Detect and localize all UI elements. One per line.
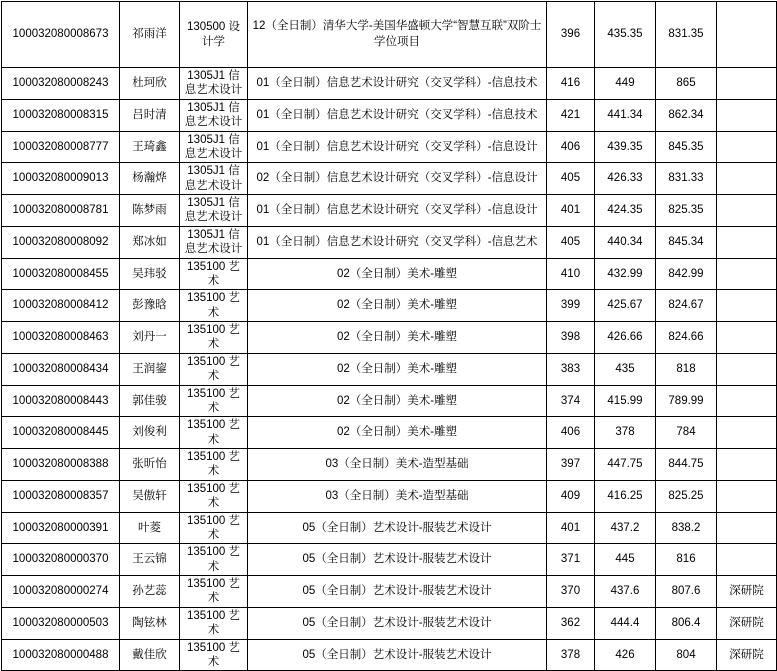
cell-initial-score: 401	[547, 195, 595, 227]
cell-student-name: 陈梦雨	[120, 195, 180, 227]
cell-initial-score: 406	[547, 417, 595, 449]
cell-major-code: 130500 设计学	[180, 2, 248, 68]
cell-initial-score: 421	[547, 99, 595, 131]
cell-retest-score: 437.6	[595, 576, 656, 608]
cell-major-code: 135100 艺术	[180, 258, 248, 290]
table-body	[2, 2, 777, 671]
cell-retest-score: 426.66	[595, 322, 656, 354]
table-row	[2, 449, 777, 481]
cell-total-score: 824.67	[656, 290, 717, 322]
cell-student-name: 郑冰如	[120, 226, 180, 258]
cell-student-name: 王润鋆	[120, 353, 180, 385]
cell-student-id: 100032080008412	[2, 290, 120, 322]
cell-major-code: 1305J1 信息艺术设计	[180, 226, 248, 258]
cell-note: 深研院	[717, 607, 777, 639]
cell-note	[717, 99, 777, 131]
cell-retest-score: 425.67	[595, 290, 656, 322]
cell-student-name: 吕时清	[120, 99, 180, 131]
cell-major-code: 1305J1 信息艺术设计	[180, 99, 248, 131]
cell-admitted-direction: 01（全日制）信息艺术设计研究（交叉学科）-信息技术	[248, 68, 547, 100]
cell-note	[717, 163, 777, 195]
cell-admitted-direction: 02（全日制）信息艺术设计研究（交叉学科）-信息设计	[248, 163, 547, 195]
cell-total-score: 862.34	[656, 99, 717, 131]
cell-retest-score: 435	[595, 353, 656, 385]
cell-major-code: 135100 艺术	[180, 290, 248, 322]
cell-initial-score: 416	[547, 68, 595, 100]
cell-admitted-direction: 12（全日制）清华大学-美国华盛顿大学“智慧互联”双阶士学位项目	[248, 2, 547, 68]
cell-initial-score: 401	[547, 512, 595, 544]
cell-student-id: 100032080000274	[2, 576, 120, 608]
cell-retest-score: 378	[595, 417, 656, 449]
cell-initial-score: 374	[547, 385, 595, 417]
cell-major-code: 135100 艺术	[180, 322, 248, 354]
cell-note	[717, 385, 777, 417]
cell-note	[717, 68, 777, 100]
cell-student-name: 祁雨洋	[120, 2, 180, 68]
table-row	[2, 290, 777, 322]
table-row	[2, 322, 777, 354]
cell-student-id: 100032080008357	[2, 480, 120, 512]
cell-retest-score: 426	[595, 639, 656, 671]
cell-total-score: 845.35	[656, 131, 717, 163]
cell-admitted-direction: 02（全日制）美术-雕塑	[248, 385, 547, 417]
cell-student-name: 戴佳欣	[120, 639, 180, 671]
cell-admitted-direction: 05（全日制）艺术设计-服装艺术设计	[248, 576, 547, 608]
cell-total-score: 818	[656, 353, 717, 385]
cell-student-id: 100032080008092	[2, 226, 120, 258]
table-row	[2, 226, 777, 258]
cell-student-name: 杨瀚烨	[120, 163, 180, 195]
cell-total-score: 825.35	[656, 195, 717, 227]
cell-note	[717, 195, 777, 227]
cell-admitted-direction: 02（全日制）美术-雕塑	[248, 353, 547, 385]
cell-retest-score: 416.25	[595, 480, 656, 512]
cell-admitted-direction: 05（全日制）艺术设计-服装艺术设计	[248, 607, 547, 639]
cell-student-id: 100032080008243	[2, 68, 120, 100]
cell-note	[717, 512, 777, 544]
cell-note	[717, 258, 777, 290]
cell-initial-score: 399	[547, 290, 595, 322]
cell-initial-score: 396	[547, 2, 595, 68]
cell-student-id: 100032080008673	[2, 2, 120, 68]
cell-major-code: 135100 艺术	[180, 576, 248, 608]
cell-initial-score: 371	[547, 544, 595, 576]
cell-total-score: 842.99	[656, 258, 717, 290]
cell-major-code: 135100 艺术	[180, 417, 248, 449]
cell-total-score: 831.35	[656, 2, 717, 68]
cell-student-name: 王琦鑫	[120, 131, 180, 163]
cell-major-code: 135100 艺术	[180, 639, 248, 671]
cell-admitted-direction: 03（全日制）美术-造型基础	[248, 480, 547, 512]
cell-student-id: 100032080008455	[2, 258, 120, 290]
cell-admitted-direction: 01（全日制）信息艺术设计研究（交叉学科）-信息设计	[248, 131, 547, 163]
cell-major-code: 1305J1 信息艺术设计	[180, 163, 248, 195]
results-table-sheet	[0, 1, 777, 668]
cell-student-id: 100032080008388	[2, 449, 120, 481]
cell-student-name: 彭豫晗	[120, 290, 180, 322]
cell-note	[717, 480, 777, 512]
cell-student-id: 100032080000503	[2, 607, 120, 639]
cell-student-name: 吴傲轩	[120, 480, 180, 512]
cell-total-score: 806.4	[656, 607, 717, 639]
cell-student-id: 100032080008777	[2, 131, 120, 163]
cell-retest-score: 426.33	[595, 163, 656, 195]
cell-admitted-direction: 05（全日制）艺术设计-服装艺术设计	[248, 639, 547, 671]
cell-retest-score: 440.34	[595, 226, 656, 258]
cell-student-name: 孙艺蕊	[120, 576, 180, 608]
table-row	[2, 544, 777, 576]
cell-retest-score: 447.75	[595, 449, 656, 481]
cell-student-id: 100032080000488	[2, 639, 120, 671]
cell-total-score: 816	[656, 544, 717, 576]
cell-student-name: 刘俊利	[120, 417, 180, 449]
cell-student-name: 刘丹一	[120, 322, 180, 354]
cell-note	[717, 322, 777, 354]
cell-note	[717, 417, 777, 449]
cell-total-score: 845.34	[656, 226, 717, 258]
cell-student-id: 100032080008434	[2, 353, 120, 385]
cell-major-code: 135100 艺术	[180, 480, 248, 512]
table-row	[2, 607, 777, 639]
cell-admitted-direction: 01（全日制）信息艺术设计研究（交叉学科）-信息艺术	[248, 226, 547, 258]
cell-major-code: 135100 艺术	[180, 607, 248, 639]
cell-total-score: 784	[656, 417, 717, 449]
cell-major-code: 1305J1 信息艺术设计	[180, 68, 248, 100]
table-row	[2, 258, 777, 290]
table-row	[2, 417, 777, 449]
table-row	[2, 99, 777, 131]
cell-initial-score: 410	[547, 258, 595, 290]
table-row	[2, 512, 777, 544]
cell-retest-score: 444.4	[595, 607, 656, 639]
cell-retest-score: 415.99	[595, 385, 656, 417]
cell-note	[717, 290, 777, 322]
cell-student-id: 100032080008463	[2, 322, 120, 354]
cell-total-score: 825.25	[656, 480, 717, 512]
cell-admitted-direction: 02（全日制）美术-雕塑	[248, 322, 547, 354]
cell-major-code: 1305J1 信息艺术设计	[180, 195, 248, 227]
cell-admitted-direction: 01（全日制）信息艺术设计研究（交叉学科）-信息技术	[248, 99, 547, 131]
table-row	[2, 576, 777, 608]
cell-retest-score: 435.35	[595, 2, 656, 68]
cell-retest-score: 449	[595, 68, 656, 100]
admission-results-table	[1, 1, 777, 671]
cell-major-code: 135100 艺术	[180, 512, 248, 544]
cell-note	[717, 449, 777, 481]
cell-retest-score: 437.2	[595, 512, 656, 544]
cell-student-name: 张昕怡	[120, 449, 180, 481]
cell-major-code: 135100 艺术	[180, 449, 248, 481]
cell-major-code: 135100 艺术	[180, 544, 248, 576]
cell-admitted-direction: 01（全日制）信息艺术设计研究（交叉学科）-信息设计	[248, 195, 547, 227]
cell-initial-score: 397	[547, 449, 595, 481]
cell-note	[717, 226, 777, 258]
cell-initial-score: 405	[547, 226, 595, 258]
table-row	[2, 639, 777, 671]
cell-note	[717, 131, 777, 163]
cell-retest-score: 441.34	[595, 99, 656, 131]
cell-total-score: 804	[656, 639, 717, 671]
table-row	[2, 163, 777, 195]
cell-total-score: 824.66	[656, 322, 717, 354]
cell-admitted-direction: 02（全日制）美术-雕塑	[248, 258, 547, 290]
cell-initial-score: 398	[547, 322, 595, 354]
cell-admitted-direction: 02（全日制）美术-雕塑	[248, 417, 547, 449]
cell-total-score: 838.2	[656, 512, 717, 544]
cell-admitted-direction: 05（全日制）艺术设计-服装艺术设计	[248, 544, 547, 576]
table-row	[2, 385, 777, 417]
cell-major-code: 135100 艺术	[180, 353, 248, 385]
cell-student-id: 100032080008781	[2, 195, 120, 227]
cell-note: 深研院	[717, 576, 777, 608]
cell-student-id: 100032080000391	[2, 512, 120, 544]
cell-student-name: 王云锦	[120, 544, 180, 576]
cell-initial-score: 378	[547, 639, 595, 671]
cell-student-name: 郭佳骏	[120, 385, 180, 417]
cell-student-name: 陶铉林	[120, 607, 180, 639]
cell-total-score: 865	[656, 68, 717, 100]
cell-note: 深研院	[717, 639, 777, 671]
cell-initial-score: 409	[547, 480, 595, 512]
cell-retest-score: 432.99	[595, 258, 656, 290]
table-row	[2, 195, 777, 227]
cell-admitted-direction: 03（全日制）美术-造型基础	[248, 449, 547, 481]
cell-initial-score: 406	[547, 131, 595, 163]
cell-student-id: 100032080008443	[2, 385, 120, 417]
cell-admitted-direction: 02（全日制）美术-雕塑	[248, 290, 547, 322]
cell-total-score: 789.99	[656, 385, 717, 417]
cell-student-id: 100032080008315	[2, 99, 120, 131]
table-row	[2, 480, 777, 512]
cell-admitted-direction: 05（全日制）艺术设计-服装艺术设计	[248, 512, 547, 544]
cell-initial-score: 370	[547, 576, 595, 608]
cell-student-id: 100032080008445	[2, 417, 120, 449]
cell-initial-score: 405	[547, 163, 595, 195]
cell-retest-score: 439.35	[595, 131, 656, 163]
table-row	[2, 353, 777, 385]
cell-student-id: 100032080009013	[2, 163, 120, 195]
cell-student-id: 100032080000370	[2, 544, 120, 576]
cell-major-code: 1305J1 信息艺术设计	[180, 131, 248, 163]
cell-total-score: 844.75	[656, 449, 717, 481]
cell-retest-score: 445	[595, 544, 656, 576]
cell-student-name: 杜珂欣	[120, 68, 180, 100]
table-row	[2, 2, 777, 68]
cell-total-score: 807.6	[656, 576, 717, 608]
cell-total-score: 831.33	[656, 163, 717, 195]
table-row	[2, 68, 777, 100]
cell-note	[717, 2, 777, 68]
cell-note	[717, 544, 777, 576]
table-row	[2, 131, 777, 163]
cell-retest-score: 424.35	[595, 195, 656, 227]
cell-major-code: 135100 艺术	[180, 385, 248, 417]
cell-note	[717, 353, 777, 385]
cell-initial-score: 383	[547, 353, 595, 385]
cell-student-name: 吴玮驳	[120, 258, 180, 290]
cell-student-name: 叶菱	[120, 512, 180, 544]
cell-initial-score: 362	[547, 607, 595, 639]
